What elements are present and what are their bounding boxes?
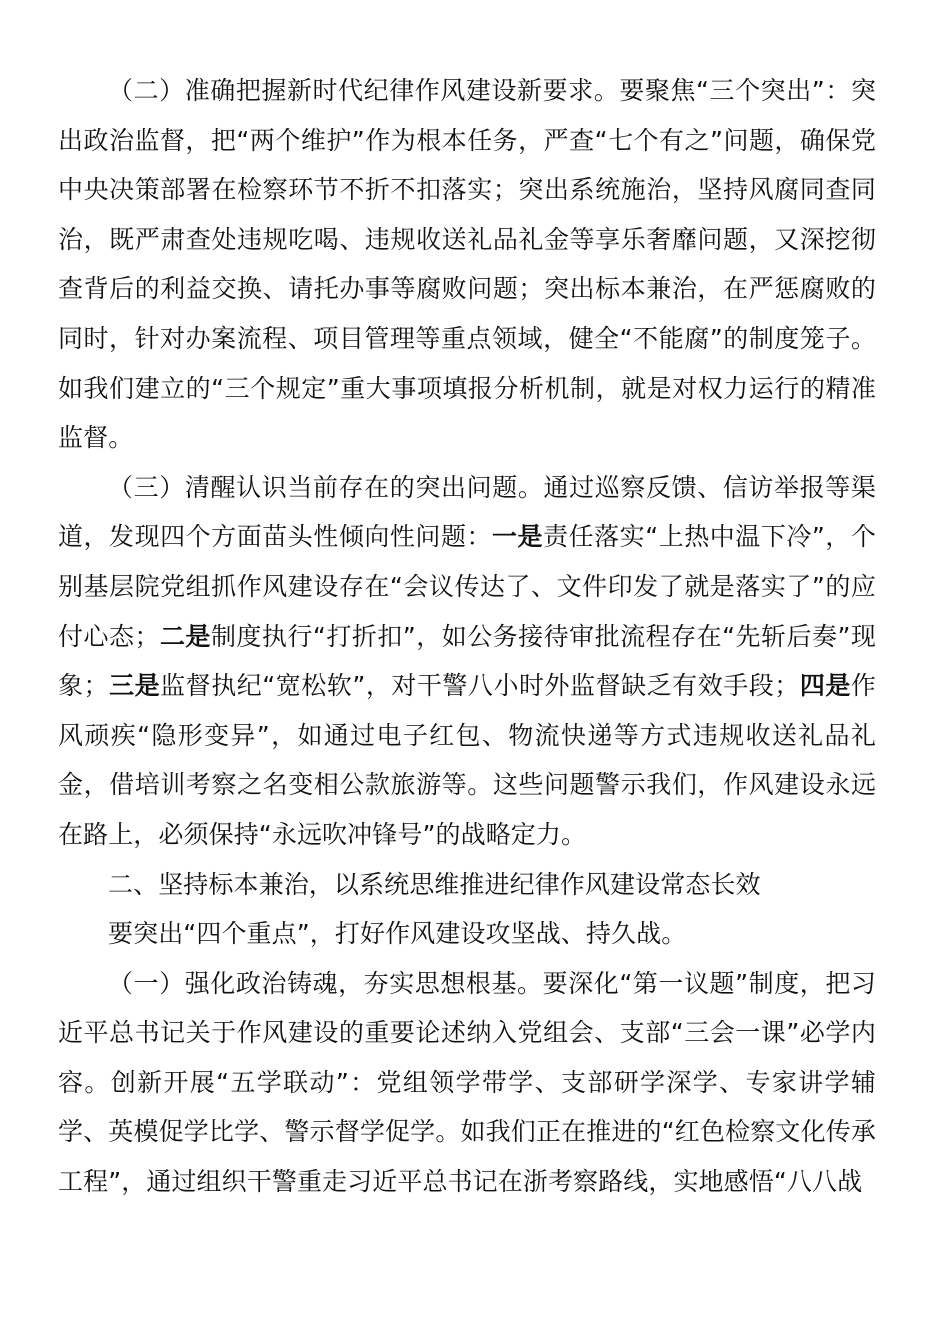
problems-intro: （三）清醒认识当前存在的突出问题。通过巡察反馈、信访举报等渠道，发现四个方面苗头性倾向性问题： (58, 472, 876, 552)
document-body (58, 66, 876, 1207)
paragraph-requirements: （二）准确把握新时代纪律作风建设新要求。要聚焦“三个突出”：突出政治监督，把“两个维护”作为根本任务，严查“七个有之”问题，确保党中央决策部署在检察环节不折不扣落实；突出系统施治，坚持风腐同查同治，既严肃查处违规吃喝、违规收送礼品礼金等享乐奢靡问题，又深挖彻查背后的利益交换、请托办事等腐败问题；突出标本兼治，在严惩腐败的同时，针对办案流程、项目管理等重点领域，健全“不能腐”的制度笼子。如我们建立的“三个规定”重大事项填报分析机制，就是对权力运行的精准监督。 (58, 76, 876, 453)
problem-2-marker: 二是 (159, 621, 211, 651)
problem-4-text: 作风顽疾“隐形变异”，如通过电子红包、物流快递等方式违规收送礼品礼金，借培训考察之名变相公款旅游等。这些问题警示我们，作风建设永远在路上，必须保持“永远吹冲锋号”的战略定力。 (58, 671, 877, 849)
paragraph-political-soul: （一）强化政治铸魂，夯实思想根基。要深化“第一议题”制度，把习近平总书记关于作风建设的重要论述纳入党组会、支部“三会一课”必学内容。创新开展“五学联动”：党组领学带学、支部研学深学、专家讲学辅学、英模促学比学、警示督学促学。如我们正在推进的“红色检察文化传承工程”，通过组织干警重走习近平总书记在浙考察路线，实地感悟“八八战 (58, 968, 876, 1197)
problem-1-text: 责任落实“上热中温下冷”，个别基层院党组抓作风建设存在“会议传达了、文件印发了就是落实了”的应付心态； (58, 522, 876, 651)
problem-2-text: 制度执行“打折扣”，如公务接待审批流程存在“先斩后奏”现象； (58, 621, 877, 701)
problem-4-marker: 四是 (799, 671, 851, 701)
paragraph-four-focuses: 要突出“四个重点”，打好作风建设攻坚战、持久战。 (108, 919, 687, 949)
section-heading-2: 二、坚持标本兼治，以系统思维推进纪律作风建设常态长效 (108, 869, 761, 899)
paragraph-problems (58, 463, 876, 860)
problem-3-marker: 三是 (108, 671, 161, 701)
problem-1-marker: 一是 (492, 522, 544, 552)
problem-3-text: 监督执纪“宽松软”，对干警八小时外监督缺乏有效手段； (160, 671, 800, 701)
